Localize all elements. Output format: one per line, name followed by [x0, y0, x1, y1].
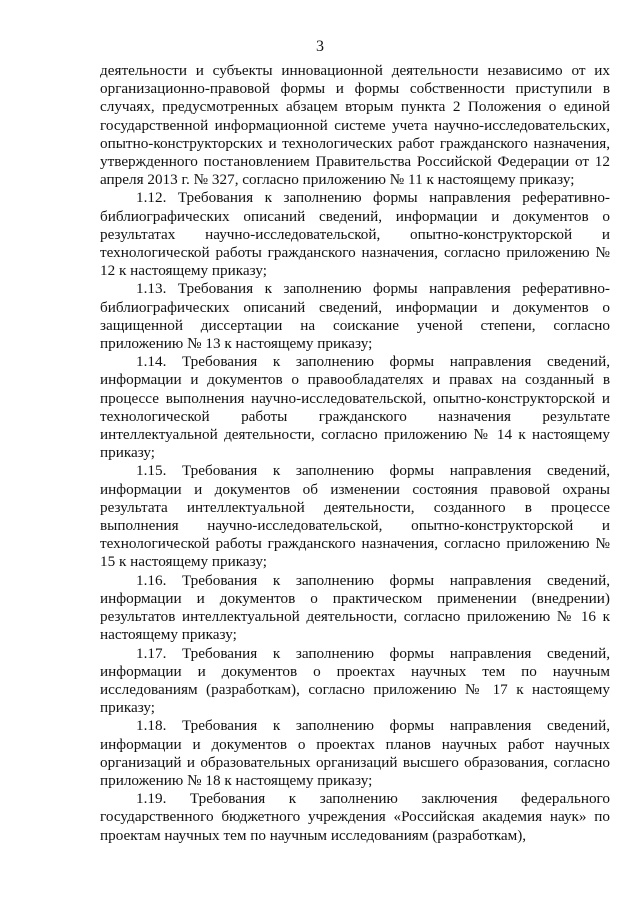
paragraph-1-16: 1.16. Требования к заполнению формы направления сведений, информации и документов о практическом применении (внедрении) результатов интеллектуальной деятельности, согласно приложению № 16 к настоящему приказу;	[100, 571, 610, 644]
paragraph-1-13: 1.13. Требования к заполнению формы направления реферативно-библиографических описаний сведений, информации и документов о защищенной диссертации на соискание ученой степени, согласно приложению № 13 к настоящему приказу;	[100, 280, 610, 353]
paragraph-1-18: 1.18. Требования к заполнению формы направления сведений, информации и документов о проектах планов научных работ научных организаций и образовательных организаций высшего образования, согласно приложению № 18 к настоящему приказу;	[100, 717, 610, 789]
paragraph-1-19: 1.19. Требования к заполнению заключения федерального государственного бюджетного учреждения «Российская академия наук» по проектам научных тем по научным исследованиям (разработкам),	[100, 790, 610, 844]
page-number: 3	[316, 38, 324, 55]
paragraph-1-14: 1.14. Требования к заполнению формы направления сведений, информации и документов о правообладателях и правах на созданный в процессе выполнения научно-исследовательской, опытно-конструкторской и технологической работы гражданского назначения результате интеллектуальной деятельности, согласно приложению № 14 к настоящему приказу;	[100, 353, 610, 462]
paragraph-1-12: 1.12. Требования к заполнению формы направления реферативно-библиографических описаний сведений, информации и документов о результатах научно-исследовательской, опытно-конструкторской и технологической работы гражданского назначения, согласно приложению № 12 к настоящему приказу;	[100, 189, 610, 280]
document-body	[100, 62, 610, 845]
paragraph-continuation: деятельности и субъекты инновационной деятельности независимо от их организационно-правовой формы и формы собственности приступили в случаях, предусмотренных абзацем вторым пункта 2 Положения о единой государственной информационной системе учета научно-исследовательских, опытно-конструкторских и технологических работ гражданского назначения, утвержденного постановлением Правительства Российской Федерации от 12 апреля 2013 г. № 327, согласно приложению № 11 к настоящему приказу;	[100, 62, 610, 189]
paragraph-1-15: 1.15. Требования к заполнению формы направления сведений, информации и документов об изменении состояния правовой охраны результата интеллектуальной деятельности, созданного в процессе выполнения научно-исследовательской, опытно-конструкторской и технологической работы гражданского назначения, согласно приложению № 15 к настоящему приказу;	[100, 462, 610, 571]
paragraph-1-17: 1.17. Требования к заполнению формы направления сведений, информации и документов о проектах научных тем по научным исследованиям (разработкам), согласно приложению № 17 к настоящему приказу;	[100, 644, 610, 717]
